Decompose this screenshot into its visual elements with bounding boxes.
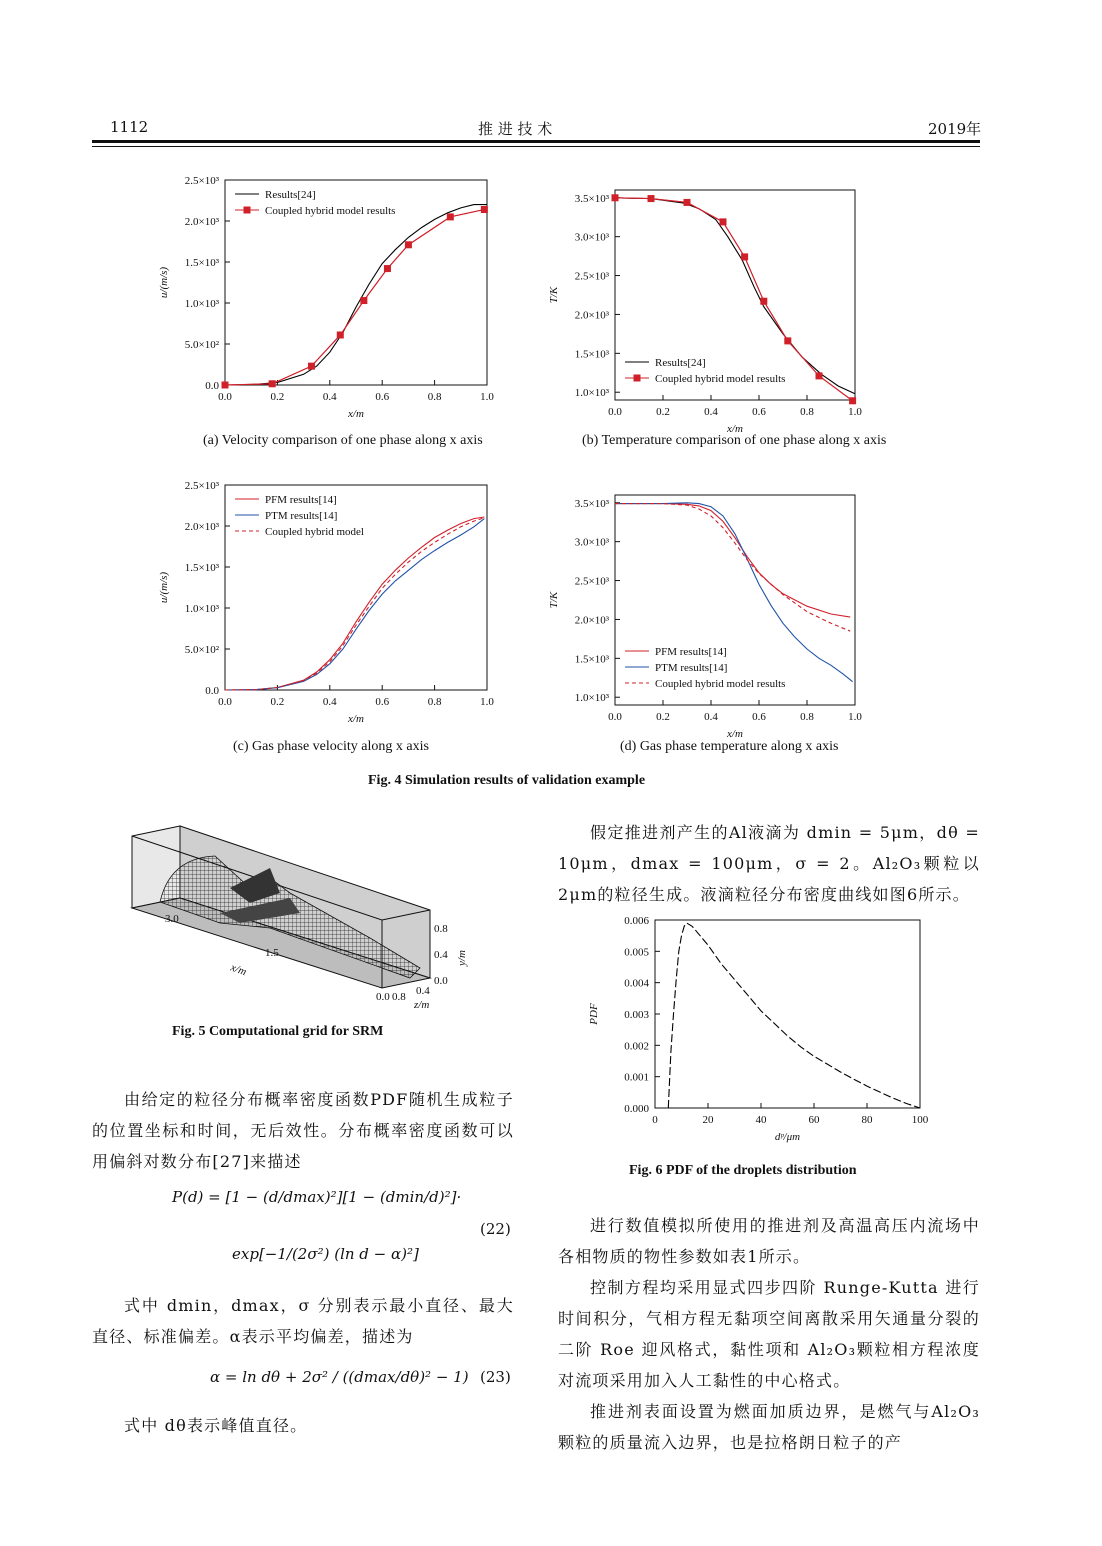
y-tick-label: 3.5×10³ xyxy=(574,192,609,205)
left-para-3 xyxy=(92,1410,514,1441)
x-tick-label: 0.8 xyxy=(800,406,814,418)
y-tick-label: 2.0×10³ xyxy=(184,521,219,533)
y-tick-label: 0.006 xyxy=(624,915,649,927)
x-tick-label: 0.4 xyxy=(704,406,718,418)
y-tick-label: 0.002 xyxy=(624,1040,649,1053)
x-tick-label: 0.4 xyxy=(322,391,337,403)
series-line-1 xyxy=(225,519,484,690)
data-marker xyxy=(337,331,344,338)
right-para-1-text: 假定推进剂产生的Al液滴为 dmin = 5μm，dθ = 10μm，dmax = 100μm，σ = 2。Al₂O₃颗粒以2μm的粒径生成。液滴粒径分布密度曲线如图6所示。 xyxy=(558,823,980,904)
data-marker xyxy=(222,382,229,389)
data-marker xyxy=(784,337,791,344)
series-line-0 xyxy=(615,198,855,394)
data-marker xyxy=(741,253,748,260)
x-tick-label: 0.8 xyxy=(427,391,442,403)
y-tick-label: 5.0×10² xyxy=(184,339,219,351)
right-para-2: 进行数值模拟所使用的推进剂及高温高压内流场中各相物质的物性参数如表1所示。 xyxy=(558,1216,980,1266)
left-para-1-text: 由给定的粒径分布概率密度函数PDF随机生成粒子的位置坐标和时间，无后效性。分布概率密度函数可以用偏斜对数分布[27]来描述 xyxy=(92,1090,514,1171)
right-para-1 xyxy=(558,817,980,910)
legend-label: Coupled hybrid model results xyxy=(265,205,396,217)
y-tick-label: 1.0×10³ xyxy=(574,387,609,400)
y-tick-label: 2.0×10³ xyxy=(184,216,219,228)
y-tick-label: 1.0×10³ xyxy=(574,692,609,705)
x-tick-label: 0.6 xyxy=(375,391,390,403)
data-marker xyxy=(360,297,367,304)
data-marker xyxy=(612,194,619,201)
page-number: 1112 xyxy=(110,118,149,136)
x-tick-label: 0.8 xyxy=(800,711,814,723)
right-para-3: 控制方程均采用显式四步四阶 Runge-Kutta 进行时间积分，气相方程无黏项空间离散采用矢通量分裂的二阶 Roe 迎风格式，黏性项和 Al₂O₃颗粒相方程浓度对流项采用加入人工黏性的中心格式。 xyxy=(558,1278,980,1390)
chart-b xyxy=(540,180,960,435)
y-tick-label: 2.5×10³ xyxy=(574,575,609,588)
left-para-3-text: 式中 dθ表示峰值直径。 xyxy=(124,1416,308,1435)
y-tick-label: 2.0×10³ xyxy=(574,614,609,627)
x-axis-label: x/m xyxy=(348,713,364,725)
equation-23: α = ln dθ + 2σ² / ((dmax/dθ)² − 1) xyxy=(210,1368,469,1386)
legend-label: Coupled hybrid model results xyxy=(655,678,786,690)
data-marker xyxy=(720,218,727,225)
fig5-grid-image xyxy=(120,818,480,1018)
y-tick-0: 0.0 xyxy=(434,975,448,987)
x-tick-label: 40 xyxy=(755,1114,767,1126)
y-tick-label: 3.0×10³ xyxy=(574,231,609,244)
y-axis-label: PDF xyxy=(588,1003,600,1025)
chart-a xyxy=(150,170,550,430)
data-marker xyxy=(447,213,454,220)
data-marker xyxy=(816,372,823,379)
x-tick-label: 1.0 xyxy=(480,696,494,708)
x-axis-label: x/m xyxy=(348,408,364,420)
y-tick-08: 0.8 xyxy=(434,923,448,935)
fig4-caption: Fig. 4 Simulation results of validation example xyxy=(368,773,646,788)
data-marker xyxy=(648,195,655,202)
header-rule-thin xyxy=(92,146,980,147)
y-tick-label: 2.5×10³ xyxy=(184,480,219,492)
caption-a: (a) Velocity comparison of one phase along x axis xyxy=(203,433,483,448)
right-para-4: 推进剂表面设置为燃面加质边界，是燃气与Al₂O₃颗粒的质量流入边界，也是拉格朗日粒子的产 xyxy=(558,1402,980,1452)
header-rule xyxy=(92,140,980,143)
data-marker xyxy=(481,206,488,213)
x-tick-label: 1.0 xyxy=(848,406,862,418)
y-tick-label: 3.5×10³ xyxy=(574,497,609,510)
chart-pdf xyxy=(590,915,950,1155)
y-axis-label: T/K xyxy=(548,286,560,304)
z-axis-label: z/m xyxy=(414,999,430,1011)
data-marker xyxy=(849,397,856,404)
x-tick-label: 1.0 xyxy=(480,391,494,403)
equation-22-number: (22) xyxy=(480,1220,511,1238)
y-tick-label: 0.001 xyxy=(624,1071,649,1084)
x-tick-label: 0.6 xyxy=(752,711,766,723)
data-marker xyxy=(269,380,276,387)
legend-marker xyxy=(244,207,251,214)
x-tick-label: 0.0 xyxy=(218,696,232,708)
z-tick-08: 0.8 xyxy=(392,991,406,1003)
y-tick-04: 0.4 xyxy=(434,949,448,961)
y-axis-label: u/(m/s) xyxy=(158,571,170,604)
data-marker xyxy=(384,265,391,272)
caption-c: (c) Gas phase velocity along x axis xyxy=(233,739,429,754)
series-line-2 xyxy=(615,504,850,631)
y-tick-label: 0.003 xyxy=(624,1009,649,1021)
x-tick-label: 0.8 xyxy=(427,696,442,708)
legend-label: Coupled hybrid model xyxy=(265,526,364,538)
x-axis-label: x/m xyxy=(727,423,743,435)
series-line-red xyxy=(225,210,484,386)
data-marker xyxy=(760,298,767,305)
x-tick-15: 1.5 xyxy=(265,947,279,959)
legend-label: PFM results[14] xyxy=(655,646,727,658)
x-tick-label: 0.2 xyxy=(656,406,670,418)
equation-22-line1: P(d) = [1 − (d/dmax)²][1 − (dmin/d)²]· xyxy=(172,1188,462,1206)
equation-22-line2: exp[−1/(2σ²) (ln d − α)²] xyxy=(232,1245,419,1263)
y-tick-label: 1.5×10³ xyxy=(184,257,219,269)
left-para-2-text: 式中 dmin，dmax，σ 分别表示最小直径、最大直径、标准偏差。α表示平均偏差，描述为 xyxy=(92,1296,514,1346)
plot-frame xyxy=(615,190,855,400)
left-para-1 xyxy=(92,1084,514,1177)
series-line-0 xyxy=(225,517,484,690)
legend-label: Results[24] xyxy=(655,357,706,369)
x-tick-label: 80 xyxy=(861,1114,873,1126)
x-tick-label: 20 xyxy=(702,1114,714,1126)
y-tick-label: 1.0×10³ xyxy=(184,603,219,615)
caption-d: (d) Gas phase temperature along x axis xyxy=(620,739,839,754)
y-tick-label: 2.5×10³ xyxy=(574,270,609,283)
series-line-0 xyxy=(615,504,850,617)
x-axis-label: x/m xyxy=(727,728,743,740)
equation-23-number: (23) xyxy=(480,1368,511,1386)
data-marker xyxy=(684,199,691,206)
x-tick-label: 1.0 xyxy=(848,711,862,723)
legend-label: Results[24] xyxy=(265,189,316,201)
y-tick-label: 1.0×10³ xyxy=(184,298,219,310)
data-marker xyxy=(308,363,315,370)
x-tick-label: 0.6 xyxy=(752,406,766,418)
legend-label: PTM results[14] xyxy=(265,510,338,522)
y-tick-label: 2.5×10³ xyxy=(184,175,219,187)
year: 2019年 xyxy=(928,120,982,138)
fig5-caption: Fig. 5 Computational grid for SRM xyxy=(172,1024,384,1039)
x-axis-label: dᵖ/μm xyxy=(774,1131,801,1143)
chart-d xyxy=(540,485,960,740)
y-tick-label: 1.5×10³ xyxy=(184,562,219,574)
y-tick-label: 5.0×10² xyxy=(184,644,219,656)
x-tick-label: 0.6 xyxy=(375,696,390,708)
z-tick-04: 0.4 xyxy=(416,985,430,997)
x-tick-label: 0.0 xyxy=(608,406,622,418)
y-tick-label: 2.0×10³ xyxy=(574,309,609,322)
plot-frame xyxy=(615,495,855,705)
x-tick-0: 0.0 xyxy=(376,991,390,1003)
x-tick-label: 60 xyxy=(808,1114,820,1126)
legend-label: PTM results[14] xyxy=(655,662,728,674)
x-tick-label: 0.2 xyxy=(270,391,285,403)
y-tick-label: 3.0×10³ xyxy=(574,536,609,549)
series-line-0 xyxy=(668,923,920,1108)
y-axis-label: y/m xyxy=(456,950,468,966)
legend-label: Coupled hybrid model results xyxy=(655,373,786,385)
plot-frame xyxy=(655,920,920,1108)
y-tick-label: 0.000 xyxy=(624,1103,649,1115)
journal-title: 推 进 技 术 xyxy=(478,120,553,138)
x-tick-label: 0.4 xyxy=(704,711,718,723)
x-tick-label: 0.4 xyxy=(322,696,337,708)
x-tick-label: 0.2 xyxy=(656,711,670,723)
y-tick-label: 1.5×10³ xyxy=(574,653,609,666)
x-tick-label: 0.0 xyxy=(218,391,232,403)
x-tick-label: 0.2 xyxy=(270,696,285,708)
legend-marker xyxy=(634,375,641,382)
x-tick-label: 100 xyxy=(911,1114,929,1126)
chart-c xyxy=(150,475,550,735)
x-tick-label: 0 xyxy=(652,1114,658,1126)
left-para-2 xyxy=(92,1290,514,1352)
series-line-0 xyxy=(225,205,487,385)
y-tick-label: 0.0 xyxy=(205,685,219,697)
x-axis-label: x/m xyxy=(228,961,249,979)
caption-b: (b) Temperature comparison of one phase along x axis xyxy=(582,433,887,448)
series-line-1 xyxy=(615,503,853,682)
y-tick-label: 1.5×10³ xyxy=(574,348,609,361)
data-marker xyxy=(405,241,412,248)
x-tick-label: 0.0 xyxy=(608,711,622,723)
fig6-caption: Fig. 6 PDF of the droplets distribution xyxy=(629,1163,857,1178)
right-paras-lower xyxy=(558,1210,980,1458)
y-axis-label: T/K xyxy=(548,591,560,609)
y-tick-label: 0.004 xyxy=(624,977,649,990)
series-line-1 xyxy=(225,210,484,386)
legend-label: PFM results[14] xyxy=(265,494,337,506)
y-tick-label: 0.0 xyxy=(205,380,219,392)
x-tick-3: 3.0 xyxy=(165,913,179,925)
y-tick-label: 0.005 xyxy=(624,946,649,959)
y-axis-label: u/(m/s) xyxy=(158,266,170,299)
